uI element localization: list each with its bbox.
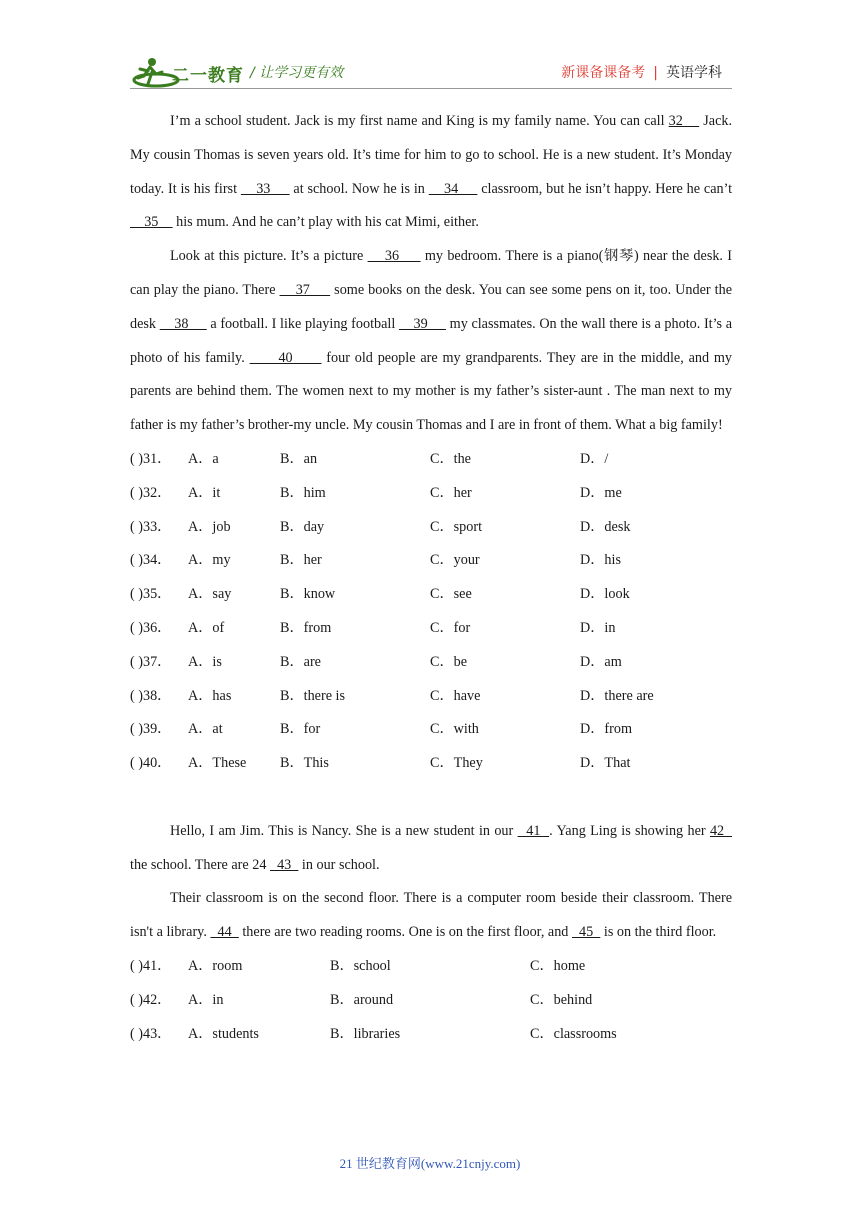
question-row — [130, 680, 732, 714]
option-a: A．of — [188, 619, 225, 636]
option-b: B．day — [280, 518, 325, 535]
slogan: / 让学习更有效 — [250, 65, 344, 81]
question-number: ( )40． — [130, 755, 172, 772]
option-a: A．in — [188, 991, 224, 1008]
header-separator: | — [653, 65, 658, 81]
option-b: B．are — [280, 653, 321, 670]
option-c: C．with — [430, 721, 479, 738]
question-row — [130, 950, 732, 984]
passage-text: Look at this picture. It’s a picture — [170, 248, 368, 265]
question-row — [130, 646, 732, 680]
passage-text: the school. There are 24 — [130, 856, 270, 873]
passage-text: is on the third floor. — [600, 924, 717, 941]
answer-blank: 41 — [517, 822, 550, 839]
option-a: A．These — [188, 755, 247, 772]
passage-text: classroom, but he isn’t happy. Here he can’t — [477, 180, 733, 197]
question-list-2 — [130, 950, 732, 1051]
passage1-paragraph2 — [130, 240, 732, 443]
answer-blank: 39 — [398, 315, 447, 332]
answer-blank: 32 — [668, 113, 700, 129]
passage-text: Their classroom is on the second floor. There is a computer room beside their classroom. There isn't a library. — [130, 890, 732, 941]
option-c: C．the — [430, 450, 471, 467]
passage-text: Hello, I am Jim. This is Nancy. She is a new student in our — [170, 822, 518, 839]
option-c: C．your — [430, 552, 480, 569]
option-b: B．an — [280, 450, 318, 467]
passage2-paragraph1 — [130, 815, 732, 883]
option-c: C．behind — [530, 991, 593, 1008]
option-c: C．home — [530, 957, 586, 974]
option-c: C．see — [430, 586, 472, 603]
question-number: ( )41． — [130, 957, 172, 974]
answer-blank: 34 — [428, 180, 478, 197]
option-b: B．school — [330, 957, 391, 974]
header-tag: 新课备课备考 — [561, 65, 646, 81]
question-number: ( )31． — [130, 450, 172, 467]
section-gap — [130, 781, 732, 815]
question-row — [130, 477, 732, 511]
question-row — [130, 713, 732, 747]
passage-text: . Yang Ling is showing her — [549, 822, 710, 839]
answer-blank: 36 — [367, 248, 421, 265]
answer-blank: 35 — [130, 214, 173, 231]
option-a: A．my — [188, 552, 231, 569]
question-number: ( )32． — [130, 484, 172, 501]
answer-blank: 37 — [279, 281, 331, 298]
option-d: D．That — [580, 755, 631, 772]
option-d: D．/ — [580, 450, 609, 467]
logo-text: 二一教育 — [172, 66, 244, 86]
option-a: A．has — [188, 687, 232, 704]
option-b: B．from — [280, 619, 332, 636]
option-d: D．am — [580, 653, 622, 670]
option-a: A．is — [188, 653, 222, 670]
option-b: B．libraries — [330, 1025, 401, 1042]
question-number: ( )43． — [130, 1025, 172, 1042]
option-d: D．desk — [580, 518, 631, 535]
question-row — [130, 544, 732, 578]
option-b: B．know — [280, 586, 336, 603]
question-number: ( )35． — [130, 586, 172, 603]
question-row — [130, 443, 732, 477]
option-a: A．students — [188, 1025, 259, 1042]
option-c: C．have — [430, 687, 481, 704]
option-d: D．his — [580, 552, 621, 569]
option-a: A．a — [188, 450, 219, 467]
passage-text: my bedroom. There is a piano(钢琴) near the desk. I can play the piano. There — [130, 248, 733, 298]
option-c: C．be — [430, 653, 468, 670]
passage-text: Jack. My cousin Thomas is seven years old. It’s time for him to go to school. He is a new student. It’s Monday today. It is his first — [130, 113, 733, 197]
passage2-paragraph2 — [130, 882, 732, 950]
passage-text: there are two reading rooms. One is on the first floor, and — [238, 924, 572, 941]
option-d: D．me — [580, 484, 622, 501]
option-c: C．her — [430, 484, 472, 501]
option-c: C．for — [430, 619, 471, 636]
option-c: C．They — [430, 755, 483, 772]
question-number: ( )34． — [130, 552, 172, 569]
page-header — [0, 0, 860, 95]
option-a: A．job — [188, 518, 231, 535]
passage-text: my classmates. On the wall there is a photo. It’s a photo of his family. — [130, 315, 733, 366]
option-b: B．there is — [280, 687, 346, 704]
question-row — [130, 1018, 732, 1052]
header-subject-label: 英语学科 — [666, 65, 722, 81]
option-d: D．there are — [580, 687, 654, 704]
question-number: ( )33． — [130, 518, 172, 535]
header-divider — [130, 88, 732, 89]
option-b: B．her — [280, 552, 322, 569]
option-a: A．it — [188, 484, 221, 501]
question-row — [130, 747, 732, 781]
answer-blank: 40 — [249, 349, 322, 366]
answer-blank: 44 — [210, 924, 239, 941]
answer-blank: 38 — [159, 315, 207, 332]
option-a: A．at — [188, 721, 223, 738]
question-number: ( )39． — [130, 721, 172, 738]
answer-blank: 45 — [571, 924, 601, 941]
question-list-1 — [130, 443, 732, 781]
passage-text: in our school. — [298, 856, 380, 873]
question-row — [130, 511, 732, 545]
option-b: B．him — [280, 484, 326, 501]
passage1-paragraph1 — [130, 105, 732, 240]
question-row — [130, 984, 732, 1018]
passage-text: four old people are my grandparents. They are in the middle, and my parents are behind them. The women next to my mother is my father’s sister-aunt . The man next to my father is my father’s brother-my uncle. My cousin Thomas and I are in front of them. What a big family! — [130, 349, 733, 434]
option-c: C．sport — [430, 518, 483, 535]
passage-text: some books on the desk. You can see some pens on it, too. Under the desk — [130, 281, 732, 332]
worksheet-content — [130, 105, 732, 1051]
question-number: ( )37． — [130, 653, 172, 670]
question-number: ( )42． — [130, 991, 172, 1008]
option-b: B．This — [280, 755, 329, 772]
option-a: A．say — [188, 586, 232, 603]
answer-blank: 33 — [240, 180, 290, 197]
answer-blank: 43 — [269, 856, 299, 873]
option-d: D．look — [580, 586, 630, 603]
header-subject — [561, 62, 722, 82]
option-d: D．in — [580, 619, 616, 636]
passage-text: I’m a school student. Jack is my first name and King is my family name. You can call — [170, 113, 669, 129]
option-c: C．classrooms — [530, 1025, 617, 1042]
option-a: A．room — [188, 957, 243, 974]
question-row — [130, 612, 732, 646]
passage-text: at school. Now he is in — [289, 180, 429, 197]
passage-text: his mum. And he can’t play with his cat Mimi, either. — [172, 214, 479, 231]
question-number: ( )36． — [130, 619, 172, 636]
option-b: B．for — [280, 721, 321, 738]
answer-blank: 42 — [709, 822, 733, 839]
question-row — [130, 578, 732, 612]
option-d: D．from — [580, 721, 633, 738]
footer-source: 21 世纪教育网(www.21cnjy.com) — [339, 1156, 521, 1171]
passage-text: a football. I like playing football — [206, 315, 399, 332]
question-number: ( )38． — [130, 687, 172, 704]
option-b: B．around — [330, 991, 394, 1008]
